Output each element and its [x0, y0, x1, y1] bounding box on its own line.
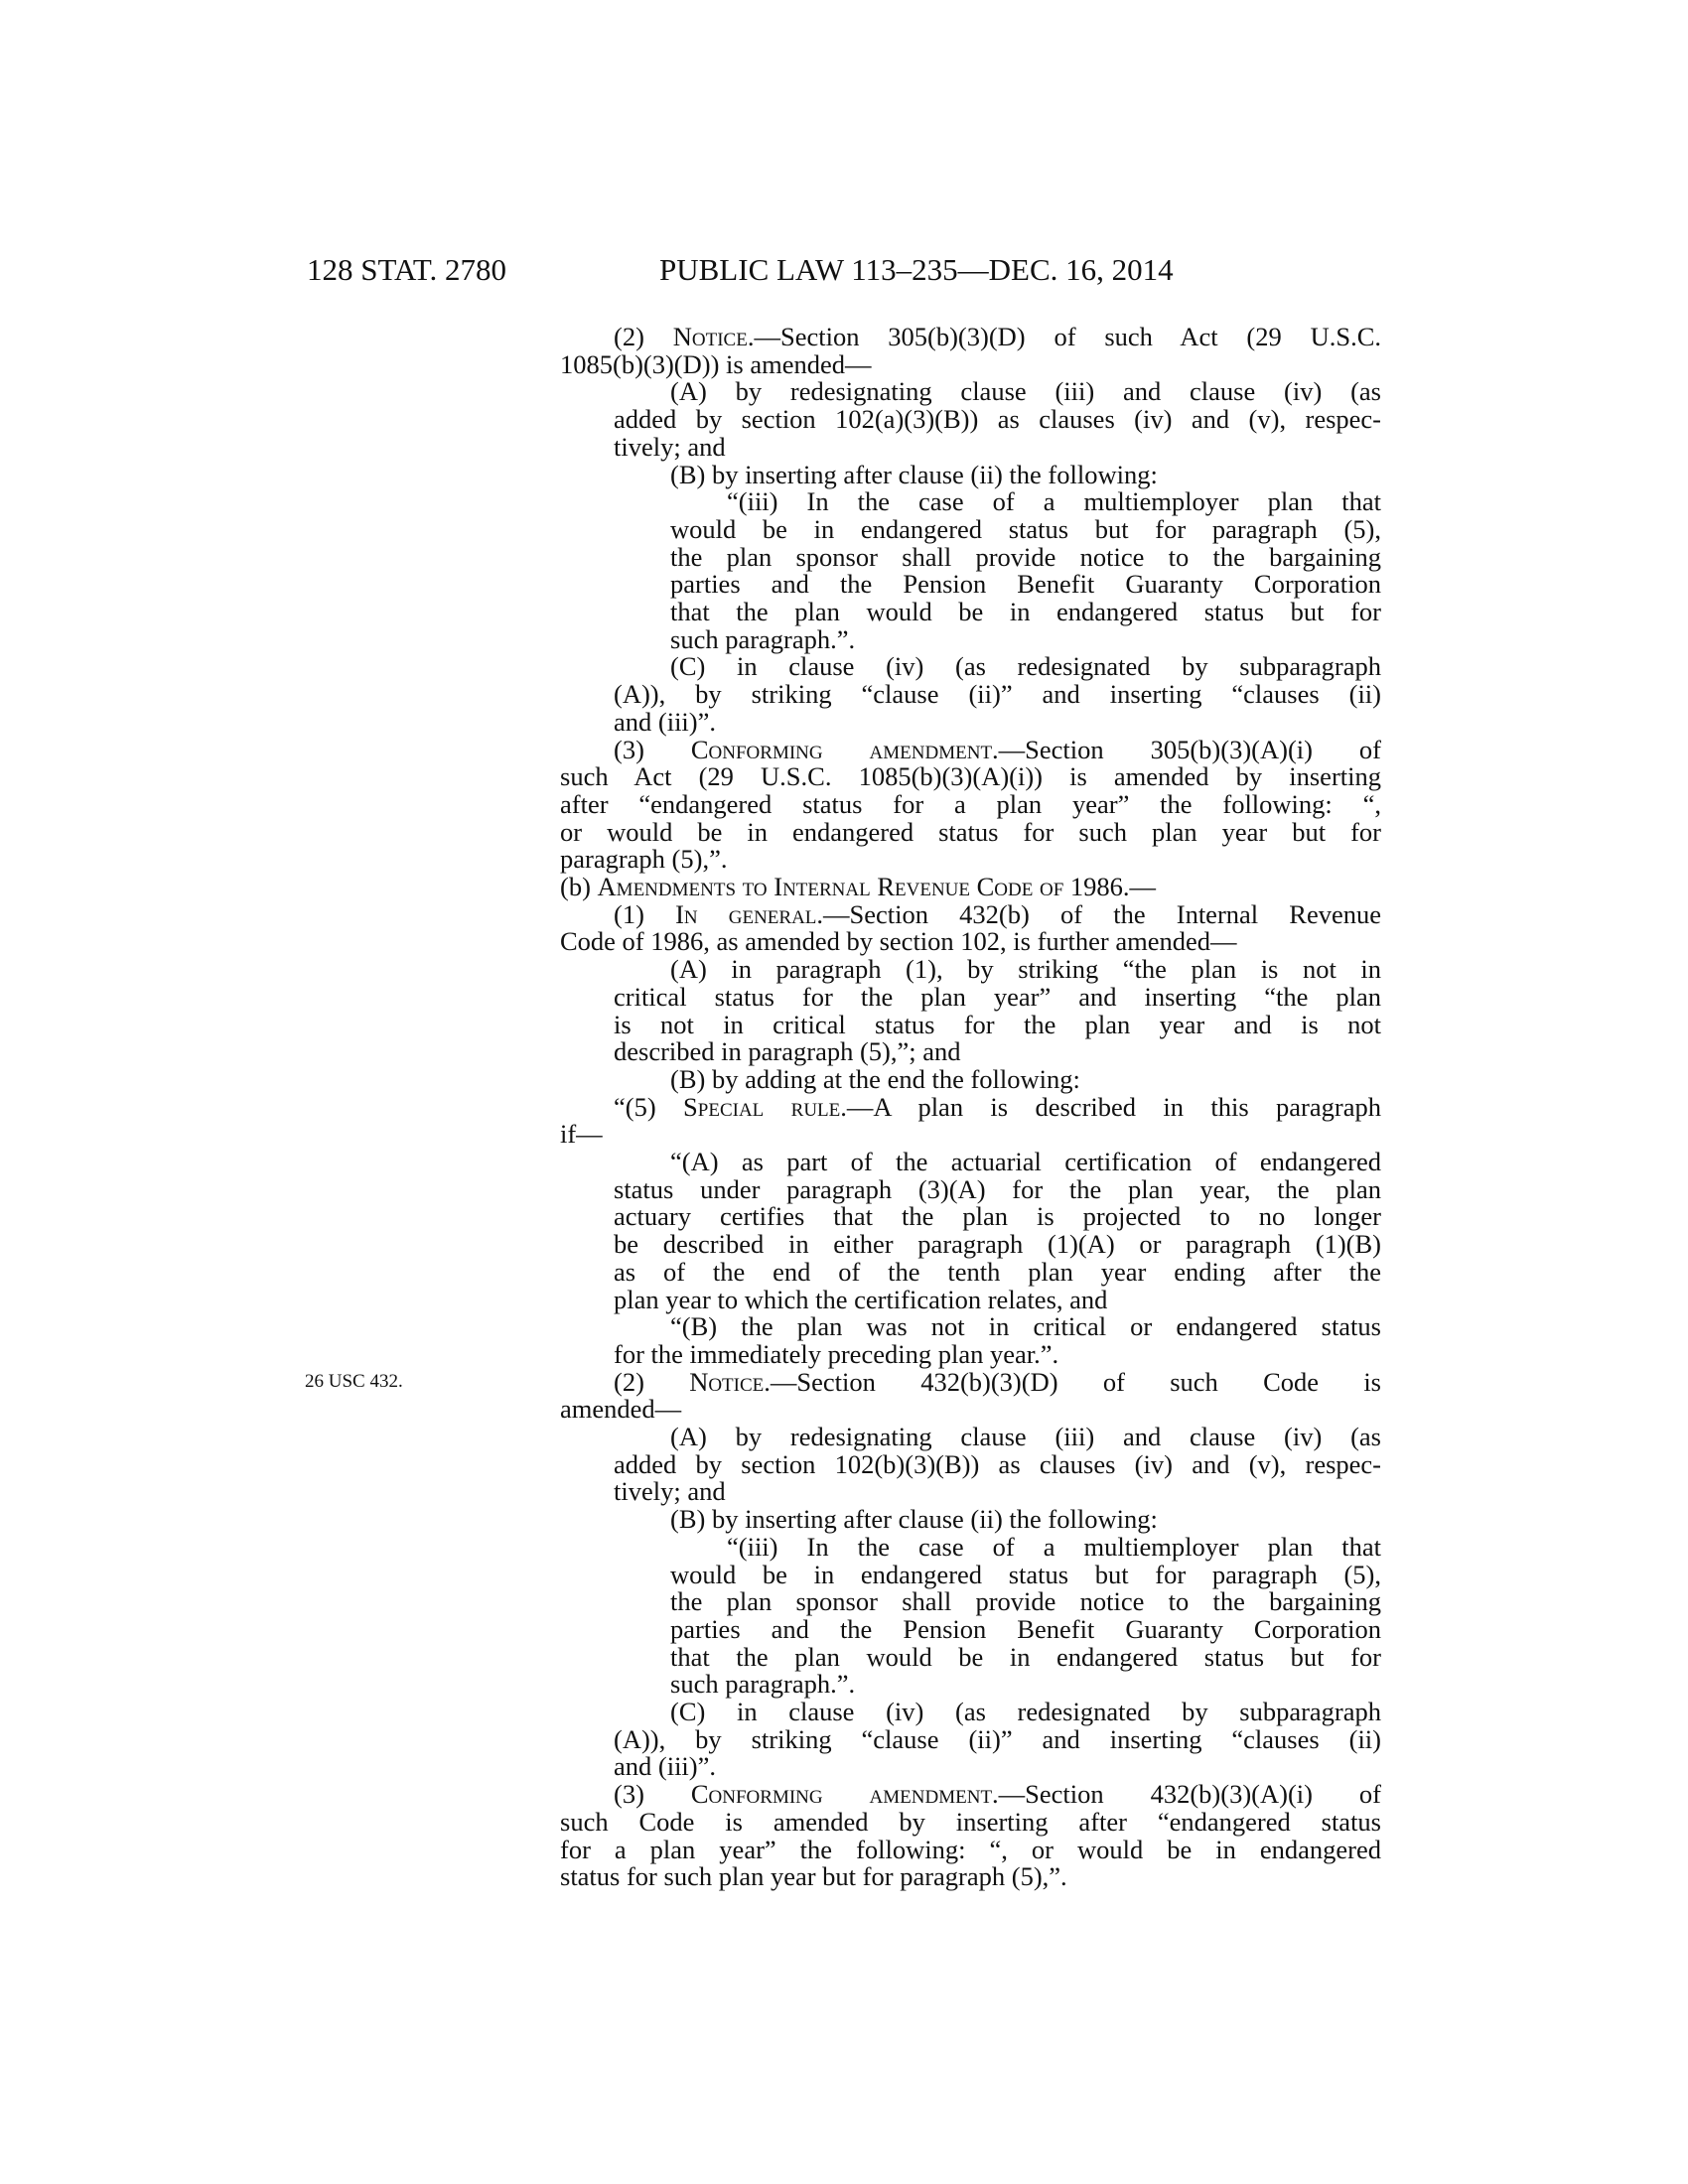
line-text: parties and the Pension Benefit Guaranty Corporation: [670, 569, 1381, 600]
paragraph-line: [670, 515, 1381, 543]
line-text: for a plan year” the following: “, or would be in endangered: [560, 1834, 1381, 1864]
paragraph-heading: Conforming amendment: [690, 734, 993, 764]
line-text: parties and the Pension Benefit Guaranty Corporation: [670, 1613, 1381, 1644]
line-text: added by section 102(a)(3)(B)) as clauses (iv) and (v), respec-: [614, 404, 1381, 435]
line-text: actuary certifies that the plan is projected to no longer: [614, 1201, 1381, 1232]
line-text: .—A plan is described in this paragraph: [840, 1091, 1381, 1122]
line-text: “(A) as part of the actuarial certification of endangered: [670, 1147, 1381, 1176]
paragraph-line: [560, 1120, 1381, 1148]
line-text: the plan sponsor shall provide notice to the bargaining: [670, 541, 1381, 572]
paragraph-line: [560, 927, 1381, 955]
paragraph-line: [670, 955, 1381, 983]
line-text: (A) in paragraph (1), by striking “the plan is not in: [670, 954, 1381, 985]
line-text: tively; and: [614, 431, 726, 462]
line-text: be described in either paragraph (1)(A) or paragraph (1)(B): [614, 1229, 1381, 1260]
paragraph-line: [670, 1643, 1381, 1671]
paragraph-line: [560, 1836, 1381, 1863]
line-text: such Code is amended by inserting after “endangered status: [560, 1806, 1381, 1837]
paragraph-line: [614, 1230, 1381, 1258]
line-text: 1085(b)(3)(D)) is amended—: [560, 348, 872, 379]
paragraph-line: [670, 625, 1381, 653]
line-text: (B) by inserting after clause (ii) the following:: [670, 459, 1158, 489]
paragraph-line: [614, 983, 1381, 1011]
line-text: and (iii)”.: [614, 706, 717, 737]
line-text: (b): [560, 872, 598, 901]
line-text: as of the end of the tenth plan year ending after the: [614, 1256, 1381, 1287]
line-text: (A) by redesignating clause (iii) and clause (iv) (as: [670, 1422, 1381, 1451]
paragraph-line: [614, 1780, 1381, 1808]
paragraph-line: [670, 1312, 1381, 1340]
line-text: (A)), by striking “clause (ii)” and inserting “clauses (ii): [614, 1723, 1381, 1754]
line-text: (2): [614, 322, 673, 351]
line-text: status under paragraph (3)(A) for the plan year, the plan: [614, 1173, 1381, 1204]
paragraph-line: [670, 1698, 1381, 1725]
line-text: .—Section 432(b)(3)(A)(i) of: [992, 1779, 1381, 1810]
paragraph-line: [614, 1093, 1381, 1121]
line-text: added by section 102(b)(3)(B)) as clauses (iv) and (v), respec-: [614, 1448, 1381, 1479]
paragraph-line: [560, 1808, 1381, 1836]
paragraph-line: [614, 708, 1381, 736]
line-text: (B) by adding at the end the following:: [670, 1063, 1080, 1094]
paragraph-line: [560, 873, 1381, 900]
line-text: .—Section 305(b)(3)(A)(i) of: [992, 734, 1381, 764]
line-text: paragraph (5),”.: [560, 844, 728, 875]
paragraph-line: [614, 1011, 1381, 1038]
paragraph-heading: In general: [675, 898, 817, 929]
paragraph-line: [670, 1148, 1381, 1175]
line-text: amended—: [560, 1394, 682, 1425]
line-text: (C) in clause (iv) (as redesignated by subparagraph: [670, 1697, 1381, 1726]
line-text: that the plan would be in endangered status but for: [670, 597, 1381, 626]
paragraph-line: [614, 1725, 1381, 1753]
paragraph-heading: Notice: [672, 322, 748, 351]
paragraph-line: [614, 1477, 1381, 1505]
paragraph-line: [614, 1368, 1381, 1396]
line-text: described in paragraph (5),”; and: [614, 1036, 961, 1067]
line-text: Code of 1986, as amended by section 102, is further amended—: [560, 926, 1237, 957]
paragraph-line: [614, 680, 1381, 708]
line-text: (A)), by striking “clause (ii)” and inserting “clauses (ii): [614, 679, 1381, 710]
line-text: .—Section 305(b)(3)(D) of such Act (29 U.S.C.: [747, 322, 1381, 351]
line-text: the plan sponsor shall provide notice to the bargaining: [670, 1586, 1381, 1617]
paragraph-line: [670, 1615, 1381, 1643]
paragraph-line: [614, 323, 1381, 350]
line-text: and (iii)”.: [614, 1751, 717, 1782]
paragraph-line: [614, 1286, 1381, 1313]
paragraph-line: [560, 1395, 1381, 1423]
line-text: “(iii) In the case of a multiemployer plan that: [727, 486, 1381, 517]
line-text: (A) by redesignating clause (iii) and clause (iv) (as: [670, 376, 1381, 407]
paragraph-line: [614, 1752, 1381, 1780]
paragraph-line: [614, 1202, 1381, 1230]
paragraph-line: [670, 598, 1381, 625]
paragraph-line: [670, 543, 1381, 571]
paragraph-line: [670, 570, 1381, 598]
paragraph-line: [670, 461, 1381, 488]
line-text: “(iii) In the case of a multiemployer plan that: [727, 1531, 1381, 1562]
paragraph-line: [727, 487, 1381, 515]
line-text: (1): [614, 898, 676, 929]
paragraph-line: [560, 845, 1381, 873]
paragraph-line: [670, 1065, 1381, 1093]
paragraph-line: [670, 1423, 1381, 1450]
paragraph-line: [560, 762, 1381, 790]
line-text: is not in critical status for the plan year and is not: [614, 1009, 1381, 1039]
line-text: (C) in clause (iv) (as redesignated by subparagraph: [670, 651, 1381, 682]
line-text: status for such plan year but for paragraph (5),”.: [560, 1861, 1067, 1892]
line-text: critical status for the plan year” and inserting “the plan: [614, 981, 1381, 1012]
paragraph-line: [614, 736, 1381, 763]
paragraph-line: [614, 1258, 1381, 1286]
paragraph-heading: Amendments to Internal Revenue Code of: [597, 872, 1064, 901]
line-text: (3): [614, 1779, 691, 1810]
line-text: (B) by inserting after clause (ii) the following:: [670, 1504, 1158, 1535]
paragraph-line: [670, 377, 1381, 405]
paragraph-line: [614, 433, 1381, 461]
line-text: that the plan would be in endangered status but for: [670, 1641, 1381, 1672]
statute-page-reference: 128 STAT. 2780: [307, 252, 507, 287]
paragraph-line: [560, 818, 1381, 846]
paragraph-heading: Notice: [689, 1366, 765, 1397]
running-head-title: PUBLIC LAW 113–235—DEC. 16, 2014: [659, 252, 1174, 287]
paragraph-line: [614, 405, 1381, 433]
paragraph-line: [614, 1175, 1381, 1203]
line-text: such paragraph.”.: [670, 1669, 856, 1700]
paragraph-heading: Special rule: [683, 1091, 841, 1122]
line-text: tively; and: [614, 1476, 726, 1507]
paragraph-line: [560, 1862, 1381, 1890]
line-text: .—Section 432(b) of the Internal Revenue: [816, 898, 1382, 929]
line-text: after “endangered status for a plan year” the following: “,: [560, 788, 1381, 819]
margin-note-citation: 26 USC 432.: [305, 1370, 403, 1392]
line-text: would be in endangered status but for paragraph (5),: [670, 1559, 1381, 1589]
line-text: for the immediately preceding plan year.”.: [614, 1338, 1059, 1369]
line-text: (2): [614, 1366, 690, 1397]
paragraph-line: [670, 1670, 1381, 1698]
line-text: plan year to which the certification relates, and: [614, 1284, 1108, 1314]
line-text: “(5): [614, 1091, 684, 1122]
line-text: “(B) the plan was not in critical or endangered status: [670, 1311, 1381, 1342]
line-text: 1986.—: [1063, 872, 1157, 901]
line-text: .—Section 432(b)(3)(D) of such Code is: [764, 1366, 1381, 1397]
paragraph-line: [614, 900, 1381, 928]
line-text: if—: [560, 1119, 603, 1150]
line-text: would be in endangered status but for paragraph (5),: [670, 513, 1381, 544]
paragraph-line: [614, 1450, 1381, 1478]
paragraph-line: [560, 790, 1381, 818]
paragraph-line: [670, 1587, 1381, 1615]
paragraph-line: [614, 1340, 1381, 1368]
line-text: or would be in endangered status for such plan year but for: [560, 816, 1381, 847]
line-text: such Act (29 U.S.C. 1085(b)(3)(A)(i)) is amended by inserting: [560, 761, 1381, 792]
paragraph-line: [614, 1037, 1381, 1065]
paragraph-heading: Conforming amendment: [690, 1779, 993, 1810]
paragraph-line: [670, 1505, 1381, 1533]
paragraph-line: [670, 1561, 1381, 1588]
line-text: such paragraph.”.: [670, 623, 856, 654]
paragraph-line: [670, 652, 1381, 680]
line-text: (3): [614, 734, 691, 764]
paragraph-line: [727, 1533, 1381, 1561]
paragraph-line: [560, 350, 1381, 378]
